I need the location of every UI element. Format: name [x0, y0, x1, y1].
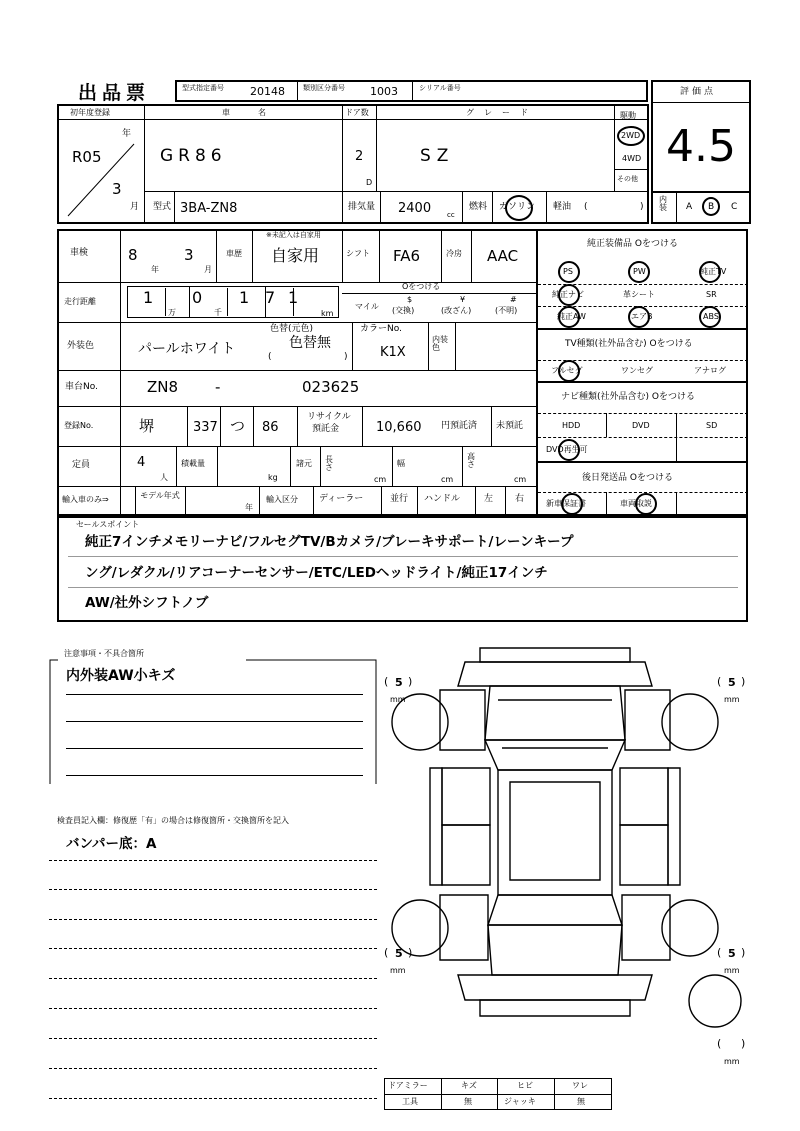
tire-spare-bracket-r: ): [741, 1037, 746, 1050]
tire-rr-bracket-l: (: [717, 946, 722, 959]
legend-h-crack: ヒビ: [517, 1081, 533, 1090]
length-label: 長さ: [325, 455, 333, 472]
recycle-label-2: 預託金: [312, 424, 340, 434]
mileage-odometer: [127, 286, 339, 318]
type-cert-value: 20148: [250, 85, 285, 98]
tire-fr-bracket-l: (: [717, 675, 722, 688]
tire-spare-bracket-l: (: [717, 1037, 722, 1050]
import-type-label: 輸入区分: [266, 495, 298, 504]
first-reg-month: 3: [112, 180, 122, 198]
height-cm: cm: [514, 475, 527, 484]
mileage-sen: 千: [214, 308, 222, 317]
type-cert-label: 型式指定番号: [182, 84, 224, 92]
equip-abs-circle: [699, 306, 721, 328]
reg-class: 337: [193, 420, 218, 435]
grade-label: 評価点: [680, 87, 717, 97]
mileage-digit-5: 1: [288, 288, 299, 307]
equip-abs: ABS: [703, 312, 719, 321]
import-parallel: 並行: [390, 494, 409, 504]
later-manual: 車両取説: [620, 499, 652, 508]
drive-4wd: 4WD: [622, 154, 642, 163]
capacity-unit: 人: [160, 473, 168, 482]
height-label: 高さ: [467, 452, 475, 469]
serial-label: シリアル番号: [419, 84, 461, 92]
fuel-paren-left: (: [584, 202, 588, 212]
chassis-prefix: ZN8: [147, 378, 179, 396]
fuel-paren-right: ): [640, 202, 644, 212]
tire-fr-bracket-r: ): [741, 675, 746, 688]
equip-navi-circle: [558, 284, 580, 306]
mileage-altered-sym: ¥: [460, 295, 466, 304]
sales-line-1: 純正7インチメモリーナビ/フルセグTV/Bカメラ/ブレーキサポート/レーンキープ: [85, 534, 574, 550]
notes-value: 内外装AW小キズ: [66, 668, 176, 684]
equip-tv-circle: [699, 261, 721, 283]
first-reg-label: 初年度登録: [70, 108, 110, 117]
legend-jack: ジャッキ: [504, 1097, 536, 1106]
shift-label: シフト: [346, 249, 370, 258]
load-kg: kg: [268, 473, 278, 482]
interior-label: 内装: [659, 195, 667, 212]
sales-label: セールスポイント: [76, 520, 140, 529]
tire-fl-value: 5: [395, 676, 403, 689]
recycle-label: リサイクル: [307, 412, 351, 422]
trim-label: グレード: [466, 108, 538, 117]
tv-oneseg: ワンセグ: [621, 366, 653, 375]
exterior-value: パールホワイト: [138, 341, 236, 357]
tv-fullseg-circle: [558, 360, 580, 382]
tire-fl-mm: mm: [390, 695, 406, 704]
fuel-gasoline: ガソリン: [499, 202, 536, 212]
equip-airbag: エアB: [631, 312, 653, 321]
interior-a: A: [686, 202, 693, 212]
recycle-unit: 円預託済: [441, 421, 478, 431]
handle-left: 左: [484, 494, 494, 504]
color-no-label: カラーNo.: [360, 324, 402, 334]
import-dealer: ディーラー: [319, 494, 364, 504]
repaint-value: 色替無: [289, 335, 331, 351]
tire-rl-mm: mm: [390, 966, 406, 975]
later-manual-circle: [635, 493, 657, 515]
tire-rl-bracket-l: (: [384, 946, 389, 959]
color-no-value: K1X: [380, 345, 406, 360]
reg-area: 堺: [139, 417, 155, 435]
legend-tools: 工具: [402, 1097, 418, 1106]
interior-b-circle: [702, 197, 720, 216]
mileage-exchange-sym: $: [407, 295, 413, 304]
mileage-unknown-sym: #: [510, 295, 517, 304]
mileage-unknown: (不明): [495, 306, 518, 315]
equip-pw: PW: [633, 267, 646, 276]
page-title: 出品票: [78, 82, 151, 104]
inspector-label: 検査員記入欄：修復歴「有」の場合は修復箇所・交換箇所を記入: [57, 816, 289, 825]
sales-line-2: ング/レダクル/リアコーナーセンサー/ETC/LEDヘッドライト/純正17インチ: [85, 565, 548, 581]
tire-rl-bracket-r: ): [408, 946, 413, 959]
navi-title: ナビ種類(社外品含む) Oをつける: [561, 392, 695, 402]
doors-value: 2: [355, 149, 364, 164]
equip-aw-circle: [558, 306, 580, 328]
legend-tools-value: 無: [464, 1097, 472, 1106]
inspection-year-unit: 年: [151, 265, 159, 274]
tv-title: TV種類(社外品含む) Oをつける: [565, 339, 693, 349]
later-warranty: 新車保証書: [546, 499, 586, 508]
history-note: ※未記入は自家用: [266, 231, 321, 239]
chassis-dash: -: [215, 378, 221, 396]
navi-hdd: HDD: [562, 421, 581, 430]
navi-sd: SD: [706, 421, 718, 430]
reg-num: 86: [262, 420, 279, 435]
navi-dvd-play-circle: [558, 439, 580, 461]
shift-value: FA6: [393, 247, 421, 265]
displacement-label: 排気量: [348, 202, 376, 212]
tv-analog: アナログ: [694, 366, 726, 375]
recycle-value: 10,660: [376, 420, 422, 435]
capacity-label: 定員: [72, 460, 91, 470]
tv-fullseg: フルセグ: [551, 366, 583, 375]
class-value: 1003: [370, 85, 398, 98]
chassis-label: 車台No.: [65, 382, 98, 392]
inspector-value: バンパー底：A: [66, 836, 157, 852]
inspection-month-unit: 月: [204, 265, 212, 274]
equip-navi: 純正ナビ: [552, 290, 584, 299]
doors-label: ドア数: [345, 108, 369, 117]
reg-label: 登録No.: [64, 421, 94, 430]
dims-label: 諸元: [296, 459, 312, 468]
model-year-label: モデル年式: [140, 491, 180, 500]
mileage-digit-4: 7: [265, 288, 276, 307]
car-damage-diagram: [390, 640, 720, 1060]
tire-rr-bracket-r: ): [741, 946, 746, 959]
history-label: 車歴: [226, 249, 242, 258]
equip-ps: PS: [563, 267, 573, 276]
interior-c: C: [731, 202, 738, 212]
repaint-paren-right: ): [344, 352, 348, 362]
navi-dvd-play: DVD再生可: [546, 445, 588, 454]
handle-label: ハンドル: [424, 494, 461, 504]
handle-right: 右: [515, 494, 525, 504]
drive-2wd: 2WD: [621, 131, 641, 140]
length-cm: cm: [374, 475, 387, 484]
later-warranty-circle: [561, 493, 583, 515]
equip-leather: 革シート: [623, 290, 655, 299]
tire-spare-mm: mm: [724, 1057, 740, 1066]
drive-2wd-circle: [617, 126, 645, 146]
repaint-label: 色替(元色): [270, 324, 314, 334]
equip-sr: SR: [706, 290, 717, 299]
year-unit: 年: [122, 129, 132, 139]
equip-aw: 純正AW: [557, 312, 586, 321]
drive-other: その他: [617, 175, 638, 183]
trim-value: SZ: [420, 146, 455, 166]
legend-jack-value: 無: [577, 1097, 585, 1106]
navi-dvd: DVD: [632, 421, 650, 430]
displacement-value: 2400: [398, 201, 432, 216]
equip-pw-circle: [628, 261, 650, 283]
tire-fr-value: 5: [728, 676, 736, 689]
spare-tire-icon: [684, 970, 746, 1032]
equip-tv: 純正TV: [700, 267, 727, 276]
mileage-km: km: [321, 309, 334, 318]
mileage-mile: マイル: [355, 302, 379, 311]
mileage-exchange: (交換): [392, 306, 415, 315]
tire-fl-bracket-l: (: [384, 675, 389, 688]
mileage-altered: (改ざん): [441, 306, 472, 315]
model-value: 3BA-ZN8: [180, 201, 238, 216]
fuel-label: 燃料: [469, 202, 488, 212]
class-label: 類別区分番号: [303, 84, 345, 92]
inspection-label: 車検: [70, 248, 89, 258]
recycle-unpaid: 未預託: [496, 421, 524, 431]
ac-value: AAC: [487, 247, 519, 265]
mileage-digit-3: 1: [239, 288, 250, 307]
tire-rr-mm: mm: [724, 966, 740, 975]
interior-b: B: [708, 202, 715, 212]
later-title: 後日発送品 Oをつける: [582, 473, 673, 483]
ac-label: 冷房: [446, 249, 462, 258]
car-name: GR86: [160, 146, 227, 166]
mileage-circle-note: Oをつける: [402, 282, 441, 291]
tire-rl-value: 5: [395, 947, 403, 960]
mileage-digit-2: 0: [192, 288, 203, 307]
inspection-year: 8: [128, 246, 138, 264]
interior-color-label: 内装色: [432, 335, 448, 352]
first-reg-year: R05: [72, 148, 102, 166]
inspection-month: 3: [184, 246, 194, 264]
doors-suffix: D: [366, 178, 373, 187]
tire-fl-bracket-r: ): [408, 675, 413, 688]
reg-kana: つ: [230, 417, 246, 435]
load-label: 積載量: [181, 459, 205, 468]
equipment-title: 純正装備品 Oをつける: [587, 239, 678, 249]
month-unit: 月: [130, 202, 140, 212]
width-cm: cm: [441, 475, 454, 484]
mileage-digit-1: 1: [143, 288, 154, 307]
mileage-man: 万: [168, 308, 176, 317]
equip-ps-circle: [558, 261, 580, 283]
fuel-circle: [505, 195, 533, 221]
grade-value: 4.5: [666, 121, 736, 172]
sales-line-3: AW/社外シフトノブ: [85, 595, 209, 611]
drive-label: 駆動: [620, 111, 636, 120]
width-label: 幅: [397, 459, 405, 468]
model-year-unit: 年: [245, 503, 253, 512]
notes-label: 注意事項・不具合箇所: [64, 649, 144, 658]
repaint-paren-left: (: [268, 352, 272, 362]
capacity-value: 4: [137, 455, 146, 470]
history-value: 自家用: [271, 246, 320, 265]
tire-rr-value: 5: [728, 947, 736, 960]
legend-h-break: ワレ: [572, 1081, 588, 1090]
legend-h-scratch: キズ: [461, 1081, 477, 1090]
exterior-label: 外装色: [67, 341, 95, 351]
fuel-kei: 軽油: [553, 202, 572, 212]
import-label: 輸入車のみ⇒: [62, 495, 109, 504]
name-label: 車名: [222, 108, 294, 117]
chassis-number: 023625: [302, 378, 360, 396]
equip-airbag-circle: [628, 306, 650, 328]
cc-unit: cc: [447, 211, 455, 219]
mileage-label: 走行距離: [64, 297, 96, 306]
legend-h-mirror: ドアミラー: [388, 1081, 428, 1090]
tire-fr-mm: mm: [724, 695, 740, 704]
model-label: 型式: [153, 202, 172, 212]
